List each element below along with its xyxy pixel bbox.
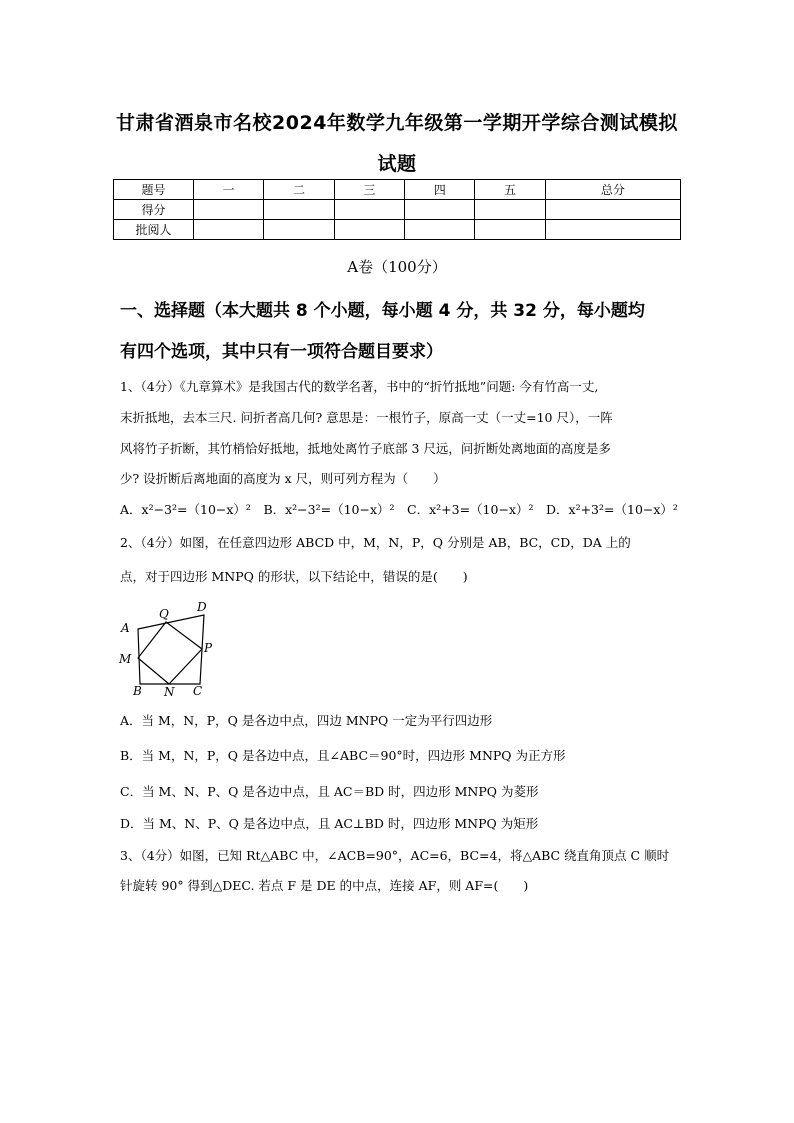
score-table-cell: 四 bbox=[405, 180, 475, 200]
score-table-empty-cell bbox=[264, 220, 334, 240]
part1-heading: 一、选择题（本大题共 8 个小题，每小题 4 分，共 32 分，每小题均 bbox=[120, 301, 645, 321]
q2-text: 点，对于四边形 MNPQ 的形状，以下结论中，错误的是( ) bbox=[120, 569, 468, 584]
score-table-empty-cell bbox=[264, 200, 334, 220]
score-table-score-row bbox=[114, 200, 681, 220]
part1-heading-continued: 有四个选项，其中只有一项符合题目要求） bbox=[120, 342, 443, 362]
label-p: P bbox=[204, 641, 213, 655]
score-table-cell: 五 bbox=[475, 180, 545, 200]
q1-options: A．x²−3²=（10−x）² B．x²−3²=（10−x）² C．x²+3=（10−x）² D．x²+3²=（10−x）² bbox=[120, 502, 678, 517]
quadrilateral-mnpq bbox=[138, 622, 202, 684]
label-m: M bbox=[119, 652, 132, 666]
label-d: D bbox=[197, 600, 207, 614]
quadrilateral-diagram bbox=[116, 599, 220, 699]
q3-text: 针旋转 90° 得到△DEC. 若点 F 是 DE 的中点，连接 AF，则 AF=( ) bbox=[120, 878, 529, 893]
score-table-cell: 二 bbox=[264, 180, 334, 200]
label-n: N bbox=[164, 685, 175, 699]
quadrilateral-figure bbox=[116, 599, 220, 699]
q2-option-a: A．当 M，N，P，Q 是各边中点，四边 MNPQ 一定为平行四边形 bbox=[120, 713, 493, 728]
page-title-continued: 试题 bbox=[377, 153, 417, 175]
q1-text: 1、（4分）《九章算术》是我国古代的数学名著，书中的“折竹抵地”问题: 今有竹高一丈, bbox=[120, 379, 599, 394]
score-table-empty-cell bbox=[194, 200, 264, 220]
score-table-empty-cell bbox=[405, 200, 475, 220]
score-table-cell: 得分 bbox=[114, 200, 194, 220]
score-table-cell: 批阅人 bbox=[114, 220, 194, 240]
q1-text: 少? 设折断后离地面的高度为 x 尺，则可列方程为（ ） bbox=[120, 471, 446, 486]
score-table-cell: 三 bbox=[334, 180, 404, 200]
q2-text: 2、（4分）如图，在任意四边形 ABCD 中，M，N，P，Q 分别是 AB，BC，CD，DA 上的 bbox=[120, 535, 631, 550]
score-table-empty-cell bbox=[475, 200, 545, 220]
score-table-empty-cell bbox=[475, 220, 545, 240]
q2-option-d: D．当 M、N、P、Q 是各边中点，且 AC⊥BD 时，四边形 MNPQ 为矩形 bbox=[120, 816, 539, 831]
section-a-label: A卷（100分） bbox=[347, 258, 447, 276]
q1-text: 风将竹子折断，其竹梢恰好抵地，抵地处离竹子底部 3 尺远，问折断处离地面的高度是多 bbox=[120, 441, 611, 456]
page-title: 甘肃省酒泉市名校2024年数学九年级第一学期开学综合测试模拟 bbox=[116, 112, 678, 134]
score-table-cell: 一 bbox=[194, 180, 264, 200]
label-a: A bbox=[121, 621, 130, 635]
score-table-header-row bbox=[114, 180, 681, 200]
score-table-cell: 题号 bbox=[114, 180, 194, 200]
q2-option-c: C．当 M、N、P、Q 是各边中点，且 AC＝BD 时，四边形 MNPQ 为菱形 bbox=[120, 784, 539, 799]
score-table-empty-cell bbox=[334, 200, 404, 220]
label-b: B bbox=[133, 684, 142, 698]
label-c: C bbox=[193, 684, 203, 698]
score-table-empty-cell bbox=[194, 220, 264, 240]
score-table-empty-cell bbox=[545, 220, 680, 240]
score-table-grader-row bbox=[114, 220, 681, 240]
score-table bbox=[113, 179, 681, 240]
q2-option-b: B．当 M，N，P，Q 是各边中点，且∠ABC＝90°时，四边形 MNPQ 为正方形 bbox=[120, 748, 566, 763]
score-table-cell: 总分 bbox=[545, 180, 680, 200]
score-table-empty-cell bbox=[545, 200, 680, 220]
q3-text: 3、（4分）如图，已知 Rt△ABC 中，∠ACB=90°，AC=6，BC=4，将△ABC 绕直角顶点 C 顺时 bbox=[120, 848, 670, 863]
q1-text: 末折抵地，去本三尺. 问折者高几何? 意思是：一根竹子，原高一丈（一丈=10 尺），一阵 bbox=[120, 410, 613, 425]
score-table-empty-cell bbox=[334, 220, 404, 240]
score-table-empty-cell bbox=[405, 220, 475, 240]
label-q: Q bbox=[159, 607, 169, 621]
